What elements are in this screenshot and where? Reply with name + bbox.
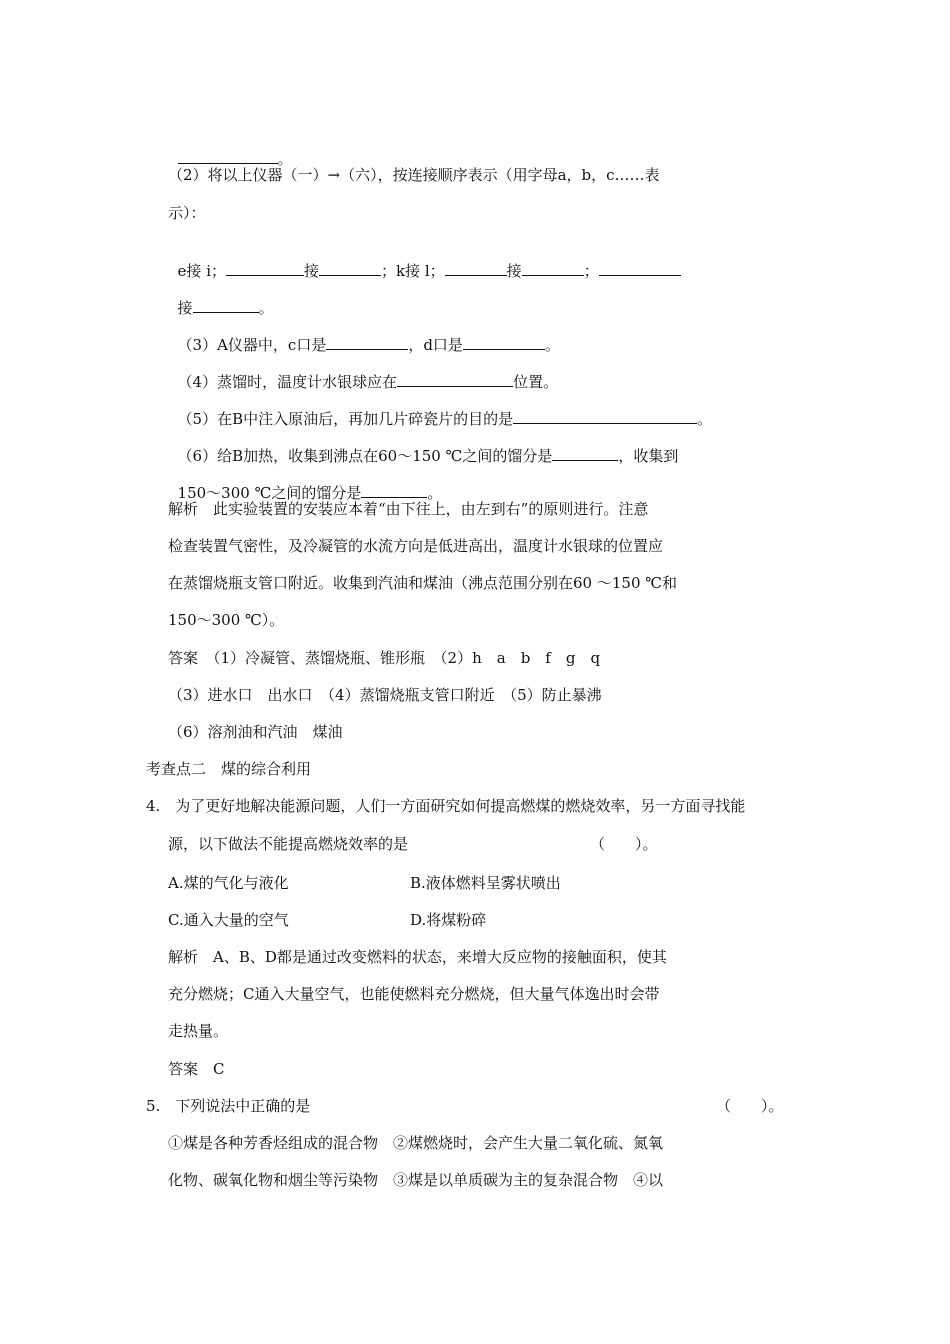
q3-part4-line	[168, 351, 559, 391]
q3-part6-mid: ，收集到	[618, 447, 679, 465]
end-mark: 。	[258, 299, 274, 317]
q5-stem: 5. 下列说法中正确的是	[146, 1097, 311, 1115]
last-prefix: 接	[177, 299, 193, 317]
q5-body-line: ①煤是各种芳香烃组成的混合物 ②煤燃烧时，会产生大量二氧化硫、氮氧	[168, 1134, 664, 1152]
answer-blank[interactable]	[552, 445, 618, 461]
answer-blank[interactable]	[513, 408, 697, 424]
sep-label: ；	[583, 262, 599, 280]
q4-option-c[interactable]: C.通入大量的空气	[168, 911, 289, 929]
q5-body-line: 化物、碳氧化物和烟尘等污染物 ③煤是以单质碳为主的复杂混合物 ④以	[168, 1171, 664, 1189]
answer-blank[interactable]	[463, 334, 545, 350]
q4-option-a[interactable]: A.煤的气化与液化	[168, 874, 289, 892]
q3-part2-line1: （2）将以上仪器（一）→（六），按连接顺序表示（用字母a，b，c……表	[168, 166, 660, 184]
end-mark: 。	[277, 150, 293, 168]
q4-option-d[interactable]: D.将煤粉碎	[410, 911, 487, 929]
seq-k-label: ；k接 l；	[381, 262, 445, 280]
q4-answer: 答案 C	[168, 1060, 225, 1078]
q3-part2-line2: 示）：	[168, 204, 206, 222]
answer-blank[interactable]	[599, 260, 681, 276]
q3-part1-end-line	[168, 128, 293, 168]
q3-answer-line: 答案 （1）冷凝管、蒸馏烧瓶、锥形瓶 （2）h a b f g q	[168, 649, 601, 667]
q3-analysis-line: 检查装置气密性，及冷凝管的水流方向是低进高出，温度计水银球的位置应	[168, 537, 664, 555]
q4-analysis-line: 充分燃烧；C通入大量空气，也能使燃料充分燃烧，但大量气体逸出时会带	[168, 985, 660, 1003]
q3-part3-mid: ，d口是	[408, 336, 463, 354]
answer-blank[interactable]	[226, 260, 304, 276]
answer-blank[interactable]	[326, 334, 408, 350]
q3-part6-prefix: （6）给B加热，收集到沸点在60～150 ℃之间的馏分是	[177, 447, 553, 465]
q3-answer-line: （6）溶剂油和汽油 煤油	[168, 723, 343, 741]
q3-part5-line	[168, 388, 713, 428]
answer-blank[interactable]	[361, 482, 427, 498]
q4-analysis-line: 走热量。	[168, 1022, 229, 1040]
q3-analysis-line: 150～300 ℃）。	[168, 611, 285, 629]
q3-part2-line3	[168, 240, 681, 280]
q4-option-b[interactable]: B.液体燃料呈雾状喷出	[410, 874, 561, 892]
q4-stem-line1: 4. 为了更好地解决能源问题，人们一方面研究如何提高燃煤的燃烧效率，另一方面寻找能	[146, 797, 746, 815]
connect-label: 接	[506, 262, 522, 280]
q5-answer-paren: （ ）。	[716, 1097, 784, 1115]
q3-analysis-line: 解析 此实验装置的安装应本着“由下往上，由左到右”的原则进行。注意	[168, 500, 649, 518]
connect-label: 接	[304, 262, 320, 280]
seq-e-label: e接 i；	[177, 262, 226, 280]
q4-stem-line2: 源，以下做法不能提高燃烧效率的是	[168, 835, 409, 853]
q3-part6-line1	[168, 425, 679, 465]
q3-part3-prefix: （3）A仪器中，c口是	[177, 336, 327, 354]
q3-part5-prefix: （5）在B中注入原油后，再加几片碎瓷片的目的是	[177, 410, 514, 428]
q3-part4-end: 位置。	[513, 373, 559, 391]
q4-analysis-line: 解析 A、B、D都是通过改变燃料的状态，来增大反应物的接触面积，使其	[168, 948, 667, 966]
answer-blank[interactable]	[178, 148, 278, 164]
q3-part6-end: 。	[427, 484, 443, 502]
q3-part3-end: 。	[544, 336, 560, 354]
section-heading: 考查点二 煤的综合利用	[146, 760, 312, 778]
q3-part6-line2	[168, 462, 443, 502]
q4-answer-paren: （ ）。	[590, 835, 658, 853]
q3-part5-end: 。	[697, 410, 713, 428]
q3-part4-prefix: （4）蒸馏时，温度计水银球应在	[177, 373, 398, 391]
q3-part3-line	[168, 314, 560, 354]
answer-blank[interactable]	[193, 297, 259, 313]
answer-blank[interactable]	[319, 260, 381, 276]
answer-blank[interactable]	[397, 371, 513, 387]
q3-part2-line4	[168, 277, 274, 317]
q3-part6-line2-prefix: 150～300 ℃之间的馏分是	[177, 484, 362, 502]
q3-answer-line: （3）进水口 出水口 （4）蒸馏烧瓶支管口附近 （5）防止暴沸	[168, 686, 602, 704]
answer-blank[interactable]	[522, 260, 584, 276]
q3-analysis-line: 在蒸馏烧瓶支管口附近。收集到汽油和煤油（沸点范围分别在60 ～150 ℃和	[168, 574, 678, 592]
answer-blank[interactable]	[445, 260, 507, 276]
